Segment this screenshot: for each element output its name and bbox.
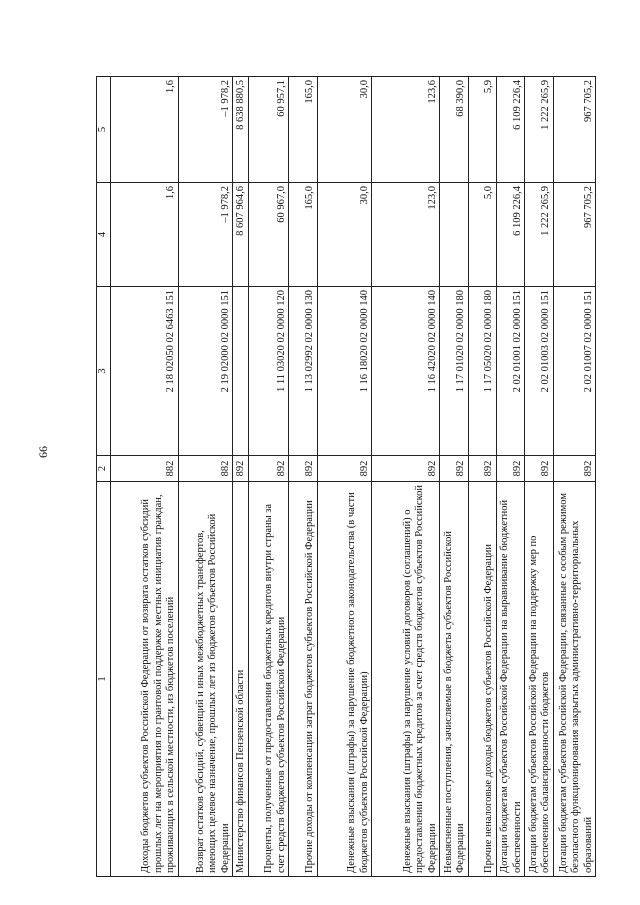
row-value-4: 165,0 [289, 183, 317, 287]
row-name: Дотации бюджетам субъектов Российской Федерации, связанные с особым режимом безопасного функционирования закрытых административно-территориальных образований [553, 482, 595, 877]
row-admin-code: 882 [178, 456, 233, 482]
row-value-4: 5,0 [468, 183, 496, 287]
row-value-5: 8 638 880,5 [233, 77, 248, 183]
row-name: Денежные взыскания (штрафы) за нарушение условий договоров (соглашений) о предоставлении бюджетных кредитов за счет средств бюджетов субъектов Российской Федерации [372, 482, 440, 877]
row-kbk: 2 02 01001 02 0000 151 [496, 287, 524, 456]
row-name: Прочие доходы от компенсации затрат бюджетов субъектов Российской Федерации [289, 482, 317, 877]
row-admin-code: 882 [111, 456, 179, 482]
row-name: Проценты, полученные от предоставления бюджетных кредитов внутри страны за счет средств бюджетов субъектов Российской Федерации [248, 482, 288, 877]
table-row [525, 77, 553, 877]
row-kbk: 1 13 02992 02 0000 130 [289, 287, 317, 456]
row-admin-code: 892 [317, 456, 372, 482]
row-value-5: 5,9 [468, 77, 496, 183]
row-kbk: 1 11 03020 02 0000 120 [248, 287, 288, 456]
row-kbk: 2 02 01003 02 0000 151 [525, 287, 553, 456]
row-kbk: 1 17 01020 02 0000 180 [440, 287, 468, 456]
table-row [248, 77, 288, 877]
header-col-5: 5 [97, 77, 111, 183]
row-admin-code: 892 [525, 456, 553, 482]
table-row [233, 77, 248, 877]
row-admin-code: 892 [496, 456, 524, 482]
header-col-1: 1 [97, 482, 111, 877]
row-value-5: 6 109 226,4 [496, 77, 524, 183]
row-value-5: 1 222 265,9 [525, 77, 553, 183]
row-kbk: 1 16 42020 02 0000 140 [372, 287, 440, 456]
table-row [496, 77, 524, 877]
header-col-2: 2 [97, 456, 111, 482]
revenue-table [96, 76, 596, 877]
row-value-4: 60 967,0 [248, 183, 288, 287]
row-value-5: 30,0 [317, 77, 372, 183]
table-row [317, 77, 372, 877]
row-name: Министерство финансов Пензенской области [233, 482, 248, 877]
row-admin-code: 892 [233, 456, 248, 482]
row-name: Дотации бюджетам субъектов Российской Федерации на выравнивание бюджетной обеспеченности [496, 482, 524, 877]
table-row [468, 77, 496, 877]
table-row [372, 77, 440, 877]
row-kbk [233, 287, 248, 456]
table-row [440, 77, 468, 877]
row-value-5: 60 957,1 [248, 77, 288, 183]
table-row [111, 77, 179, 877]
row-kbk: 2 19 02000 02 0000 151 [178, 287, 233, 456]
row-admin-code: 892 [248, 456, 288, 482]
row-name: Доходы бюджетов субъектов Российской Федерации от возврата остатков субсидий прошлых лет на мероприятия по грантовой поддержке местных инициатив граждан, проживающих в сельской местности, из бюджетов поселений [111, 482, 179, 877]
row-value-5: 68 390,0 [440, 77, 468, 183]
page-number: 66 [36, 446, 50, 458]
row-admin-code: 892 [289, 456, 317, 482]
row-admin-code: 892 [372, 456, 440, 482]
row-name: Дотации бюджетам субъектов Российской Федерации на поддержку мер по обеспечению сбалансированности бюджетов [525, 482, 553, 877]
table-row [553, 77, 595, 877]
row-value-4: –1 978,2 [178, 183, 233, 287]
row-value-4: 967 705,2 [553, 183, 595, 287]
row-kbk: 2 02 01007 02 0000 151 [553, 287, 595, 456]
row-value-5: 123,6 [372, 77, 440, 183]
table-row [289, 77, 317, 877]
row-value-4: 1 222 265,9 [525, 183, 553, 287]
row-name: Возврат остатков субсидий, субвенций и иных межбюджетных трансфертов, имеющих целевое назначение, прошлых лет из бюджетов субъектов Российской Федерации [178, 482, 233, 877]
row-value-4: 8 607 964,6 [233, 183, 248, 287]
row-name: Прочие неналоговые доходы бюджетов субъектов Российской Федерации [468, 482, 496, 877]
table-header-row [97, 77, 111, 877]
row-value-5: –1 978,2 [178, 77, 233, 183]
header-col-3: 3 [97, 287, 111, 456]
row-value-5: 1,6 [111, 77, 179, 183]
row-value-4: 6 109 226,4 [496, 183, 524, 287]
row-admin-code: 892 [468, 456, 496, 482]
header-col-4: 4 [97, 183, 111, 287]
row-value-4 [440, 183, 468, 287]
row-kbk: 2 18 02050 02 6463 151 [111, 287, 179, 456]
row-value-5: 165,0 [289, 77, 317, 183]
row-admin-code: 892 [553, 456, 595, 482]
row-value-5: 967 705,2 [553, 77, 595, 183]
row-value-4: 123,0 [372, 183, 440, 287]
rotated-table-container [96, 77, 596, 877]
row-value-4: 30,0 [317, 183, 372, 287]
row-name: Невыясненные поступления, зачисляемые в бюджеты субъектов Российской Федерации [440, 482, 468, 877]
row-name: Денежные взыскания (штрафы) за нарушение бюджетного законодательства (в части бюджетов субъектов Российской Федерации) [317, 482, 372, 877]
row-kbk: 1 17 05020 02 0000 180 [468, 287, 496, 456]
row-value-4: 1,6 [111, 183, 179, 287]
row-admin-code: 892 [440, 456, 468, 482]
table-row [178, 77, 233, 877]
row-kbk: 1 16 18020 02 0000 140 [317, 287, 372, 456]
